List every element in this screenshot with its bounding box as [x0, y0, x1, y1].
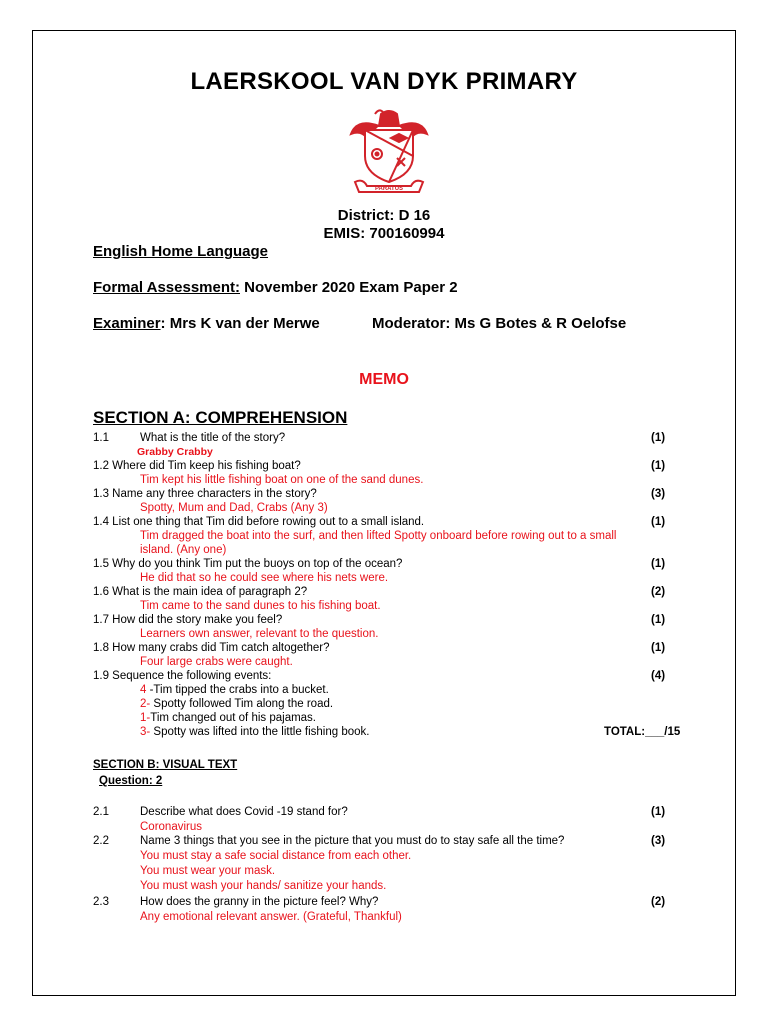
- q1-9-text: 1.9 Sequence the following events:: [93, 670, 272, 682]
- q1-9-event-text: -Tim tipped the crabs into a bucket.: [149, 684, 329, 696]
- memo-title: MEMO: [359, 371, 409, 388]
- assessment-value: November 2020 Exam Paper 2: [240, 279, 458, 296]
- q1-6-answer: Tim came to the sand dunes to his fishing boat.: [140, 600, 381, 612]
- q2-2-answer: You must stay a safe social distance from each other.: [140, 850, 412, 862]
- q1-2-answer: Tim kept his little fishing boat on one of the sand dunes.: [140, 474, 424, 486]
- q1-2-text: 1.2 Where did Tim keep his fishing boat?: [93, 460, 301, 472]
- q1-9-event-text: Spotty followed Tim along the road.: [153, 698, 334, 710]
- q1-1-mark: (1): [651, 432, 666, 444]
- moderator: Moderator: Ms G Botes & R Oelofse: [372, 315, 627, 332]
- q1-4-mark: (1): [651, 516, 666, 528]
- q1-4-answer-line1: Tim dragged the boat into the surf, and then lifted Spotty onboard before rowing out to a small: [140, 530, 617, 542]
- q1-9-event-text: Tim changed out of his pajamas.: [150, 712, 317, 724]
- q1-6-text: 1.6 What is the main idea of paragraph 2?: [93, 586, 308, 598]
- q1-4-answer-line2: island. (Any one): [140, 544, 227, 556]
- q2-1-number: 2.1: [93, 806, 109, 818]
- q2-1-answer: Coronavirus: [140, 821, 202, 833]
- q1-3-mark: (3): [651, 488, 666, 500]
- q2-3-mark: (2): [651, 896, 666, 908]
- school-name: LAERSKOOL VAN DYK PRIMARY: [190, 68, 578, 95]
- emis-number: EMIS: 700160994: [323, 225, 445, 242]
- district: District: D 16: [337, 207, 431, 224]
- q1-9-event: [140, 712, 316, 724]
- q1-3-answer: Spotty, Mum and Dad, Crabs (Any 3): [140, 502, 328, 514]
- q1-8-answer: Four large crabs were caught.: [140, 656, 293, 668]
- q2-3-text: How does the granny in the picture feel? Why?: [140, 896, 379, 908]
- q1-7-answer: Learners own answer, relevant to the question.: [140, 628, 379, 640]
- examiner-line: [93, 315, 320, 332]
- examiner-value: : Mrs K van der Merwe: [160, 315, 320, 332]
- q2-1-text: Describe what does Covid -19 stand for?: [140, 806, 348, 818]
- q2-2-number: 2.2: [93, 835, 109, 847]
- q1-2-mark: (1): [651, 460, 666, 472]
- section-b-title: SECTION B: VISUAL TEXT: [93, 759, 238, 771]
- q1-3-text: 1.3 Name any three characters in the story?: [93, 488, 317, 500]
- q1-8-mark: (1): [651, 642, 666, 654]
- question-2-label: Question: 2: [99, 775, 163, 787]
- q1-9-event-order: 1-: [140, 712, 151, 724]
- q1-9-event-order: 3-: [140, 726, 154, 738]
- q2-3-answer: Any emotional relevant answer. (Grateful, Thankful): [140, 911, 402, 923]
- q1-9-event-order: 2-: [140, 698, 154, 710]
- q1-9-event: [140, 684, 329, 696]
- q1-1-text: What is the title of the story?: [140, 432, 286, 444]
- school-crest-logo: [343, 108, 435, 200]
- q2-2-answer: You must wash your hands/ sanitize your hands.: [140, 880, 387, 892]
- q2-3-number: 2.3: [93, 896, 109, 908]
- assessment-label: Formal Assessment:: [93, 279, 240, 296]
- q1-5-text: 1.5 Why do you think Tim put the buoys on top of the ocean?: [93, 558, 403, 570]
- q1-9-mark: (4): [651, 670, 666, 682]
- q2-1-mark: (1): [651, 806, 666, 818]
- crest-motto: PARATUS: [374, 186, 404, 192]
- section-a-total: TOTAL:___/15: [604, 726, 681, 738]
- q1-5-answer: He did that so he could see where his nets were.: [140, 572, 389, 584]
- q1-9-event-order: 4: [140, 684, 150, 696]
- q1-8-text: 1.8 How many crabs did Tim catch altogether?: [93, 642, 330, 654]
- q1-9-event-text: Spotty was lifted into the little fishing book.: [153, 726, 370, 738]
- q1-7-text: 1.7 How did the story make you feel?: [93, 614, 283, 626]
- q1-1-number: 1.1: [93, 432, 109, 444]
- q1-6-mark: (2): [651, 586, 666, 598]
- q1-9-event: [140, 698, 333, 710]
- q2-2-mark: (3): [651, 835, 666, 847]
- q1-1-answer: Grabby Crabby: [137, 446, 213, 458]
- section-a-title: SECTION A: COMPREHENSION: [93, 408, 348, 427]
- q1-5-mark: (1): [651, 558, 666, 570]
- examiner-label: Examiner: [93, 315, 161, 332]
- assessment-line: [93, 279, 458, 296]
- q1-4-text: 1.4 List one thing that Tim did before rowing out to a small island.: [93, 516, 425, 528]
- q2-2-text: Name 3 things that you see in the picture that you must do to stay safe all the time?: [140, 835, 565, 847]
- q2-2-answer: You must wear your mask.: [140, 865, 276, 877]
- q1-9-event: [140, 726, 370, 738]
- q1-7-mark: (1): [651, 614, 666, 626]
- subject: English Home Language: [93, 243, 269, 260]
